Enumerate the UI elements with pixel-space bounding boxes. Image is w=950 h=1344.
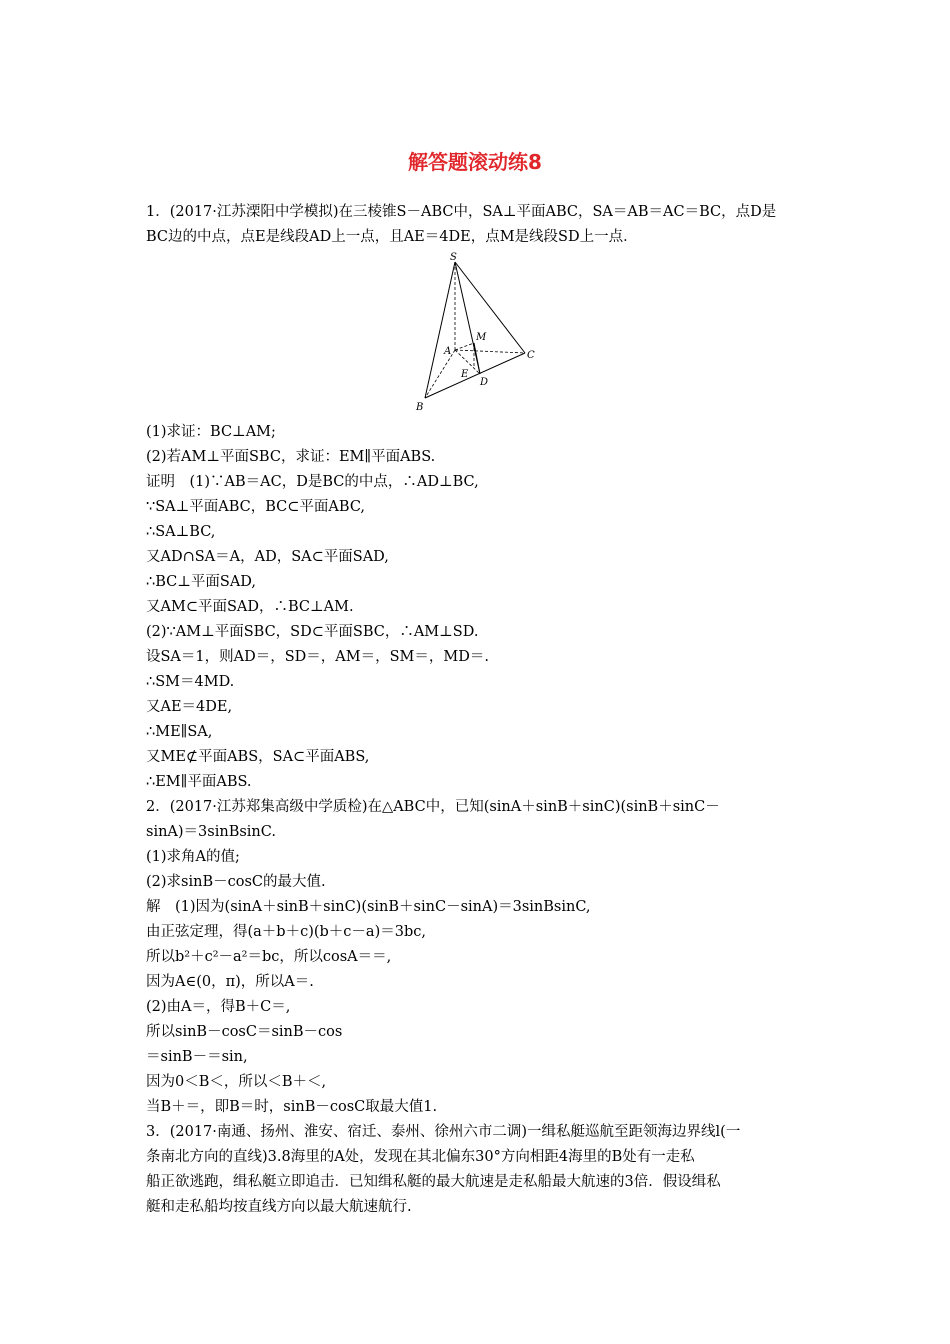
text-line: (1)求证：BC⊥AM; [146,424,276,440]
text-line: (1)求角A的值; [146,849,240,865]
page-title: 解答题滚动练8 [408,150,542,174]
label-e: E [461,369,469,380]
text-line: 所以sinB－cosC＝sinB－cos [146,1024,343,1040]
text-line: (2)若AM⊥平面SBC，求证：EM∥平面ABS. [146,449,436,465]
text-line: 条南北方向的直线)3.8海里的A处，发现在其北偏东30°方向相距4海里的B处有一走私 [146,1149,695,1165]
text-line: 解 (1)因为(sinA＋sinB＋sinC)(sinB＋sinC－sinA)＝3sinBsinC, [146,899,591,915]
text-line: 因为0＜B＜，所以＜B＋＜, [146,1074,327,1090]
text-line: BC边的中点，点E是线段AD上一点，且AE＝4DE，点M是线段SD上一点． [146,229,638,245]
text-line: ∴SM＝4MD. [146,674,235,690]
label-c: C [527,350,535,361]
text-line: 又AM⊂平面SAD，∴BC⊥AM. [146,599,354,615]
text-line: ∴ME∥SA, [146,724,213,740]
segment-am [455,343,474,350]
text-line: 又AE＝4DE, [146,699,233,715]
problem-1-body [146,420,806,795]
text-line: 船正欲逃跑，缉私艇立即追击．已知缉私艇的最大航速是走私船最大航速的3倍．假设缉私 [146,1174,721,1190]
label-a: A [444,346,452,357]
text-line: ∴BC⊥平面SAD, [146,574,257,590]
label-m: M [476,332,487,343]
label-d: D [480,377,489,388]
text-line: (2)由A＝，得B＋C＝, [146,999,291,1015]
text-line: ∴EM∥平面ABS. [146,774,252,790]
tetrahedron-figure [410,250,550,415]
label-s: S [450,252,457,263]
edge-bc [425,353,525,398]
text-line: 所以b²＋c²－a²＝bc，所以cosA＝＝, [146,949,392,965]
edge-ac [455,350,525,353]
text-line: 2．(2017·江苏郑集高级中学质检)在△ABC中，已知(sinA＋sinB＋sinC)(sinB＋sinC－ [146,799,720,815]
text-line: 1．(2017·江苏溧阳中学模拟)在三棱锥S－ABC中，SA⊥平面ABC，SA＝AB＝AC＝BC，点D是 [146,204,777,220]
text-line: ∴SA⊥BC, [146,524,216,540]
text-line: 当B＋＝，即B＝时，sinB－cosC取最大值1. [146,1099,438,1115]
text-line: 又ME⊄平面ABS，SA⊂平面ABS, [146,749,370,765]
text-line: 设SA＝1，则AD＝，SD＝，AM＝，SM＝，MD＝. [146,649,489,665]
label-b: B [416,402,424,413]
text-line: 艇和走私船均按直线方向以最大航速航行. [146,1199,412,1215]
edge-sb [425,262,455,398]
text-line: 证明 (1)∵AB＝AC，D是BC的中点，∴AD⊥BC, [146,474,479,490]
text-line: sinA)＝3sinBsinC. [146,824,276,840]
problem-1-stem [146,200,806,250]
problem-2 [146,795,806,1120]
problem-3 [146,1120,806,1220]
text-line: 又AD∩SA＝A，AD，SA⊂平面SAD, [146,549,389,565]
text-line: ＝sinB－＝sin, [146,1049,248,1065]
text-line: 3．(2017·南通、扬州、淮安、宿迁、泰州、徐州六市二调)一缉私艇巡航至距领海边界线l(一 [146,1124,741,1140]
text-line: ∵SA⊥平面ABC，BC⊂平面ABC, [146,499,366,515]
text-line: (2)∵AM⊥平面SBC，SD⊂平面SBC，∴AM⊥SD. [146,624,479,640]
text-line: 由正弦定理，得(a＋b＋c)(b＋c－a)＝3bc, [146,924,426,940]
text-line: 因为A∈(0，π)，所以A＝. [146,974,314,990]
text-line: (2)求sinB－cosC的最大值. [146,874,326,890]
